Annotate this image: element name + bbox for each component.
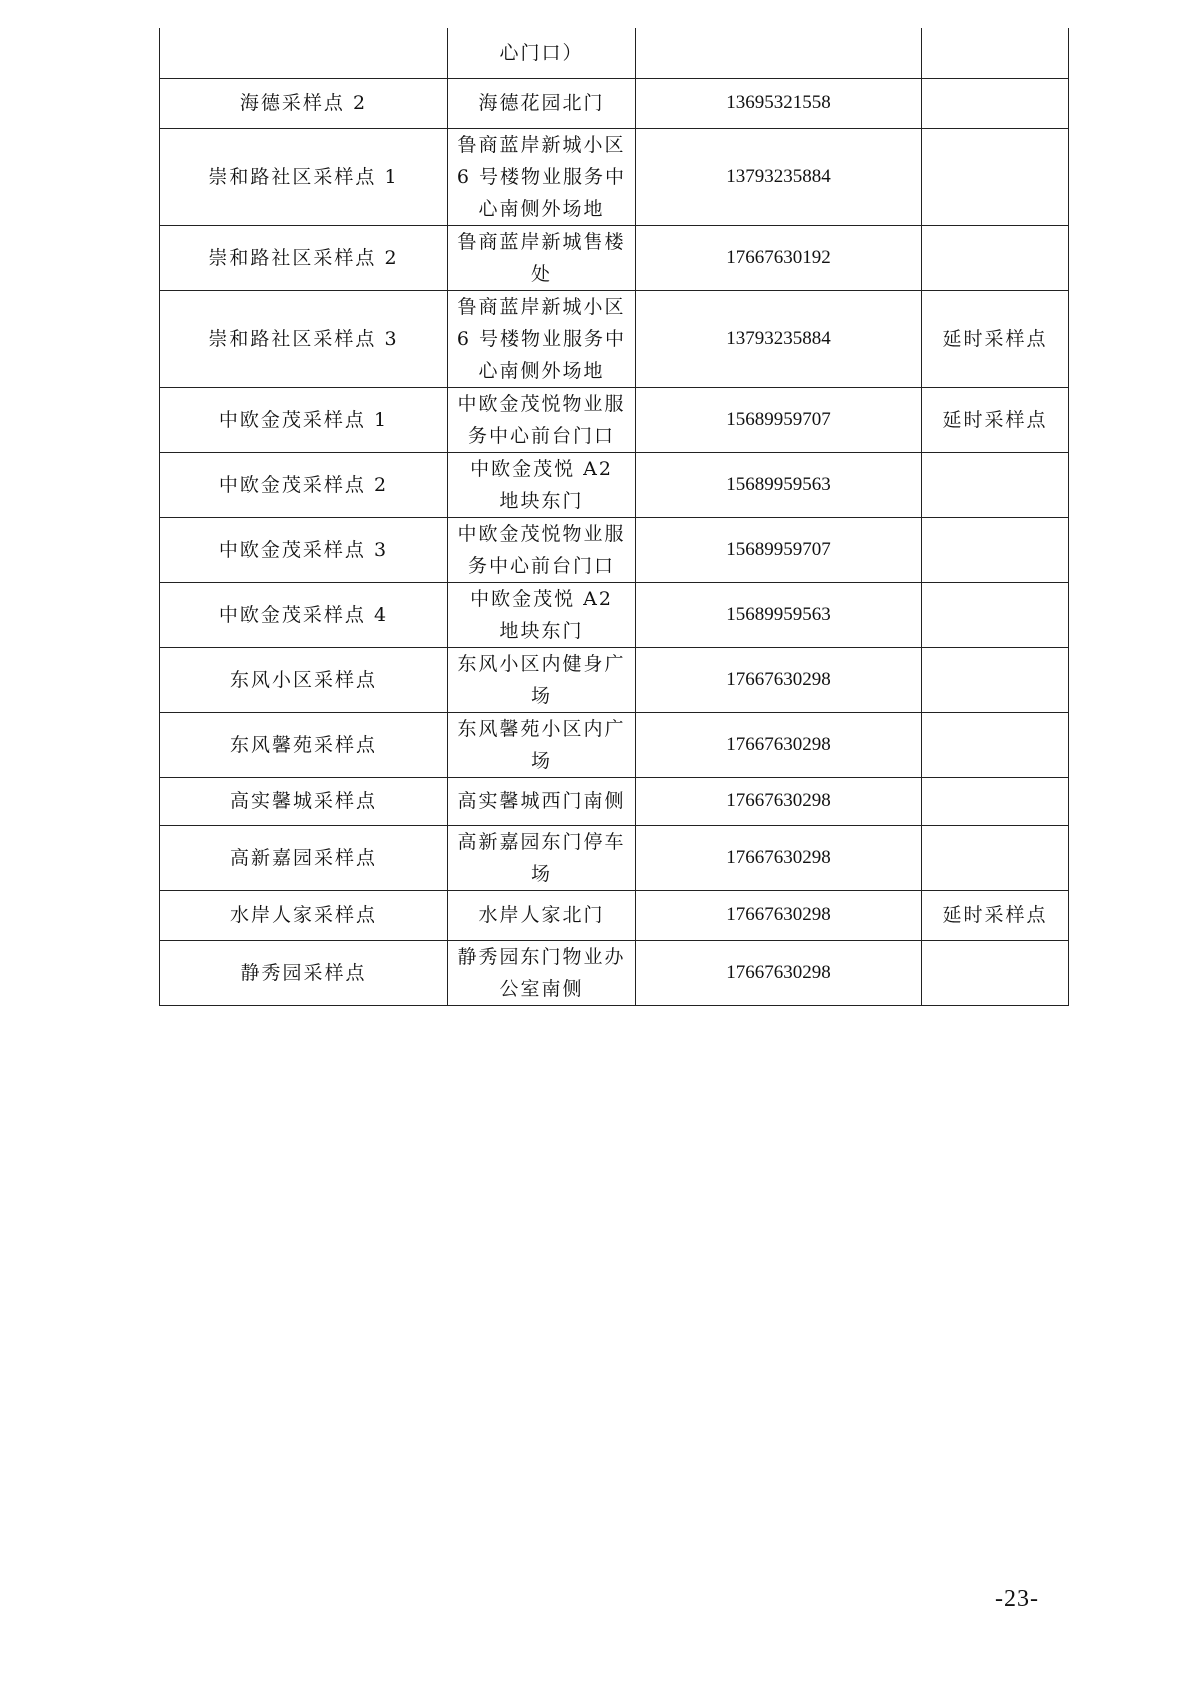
contact-phone: 17667630298 [636, 890, 922, 940]
sampling-point-name: 高实馨城采样点 [160, 777, 448, 825]
contact-phone: 17667630298 [636, 940, 922, 1005]
remark [922, 28, 1069, 78]
table-row [160, 290, 1069, 387]
sampling-points-table-container [159, 28, 1068, 1006]
remark [922, 517, 1069, 582]
contact-phone: 17667630192 [636, 225, 922, 290]
sampling-points-table [159, 28, 1069, 1006]
contact-phone: 17667630298 [636, 825, 922, 890]
sampling-point-name: 东风小区采样点 [160, 647, 448, 712]
remark [922, 777, 1069, 825]
contact-phone: 13695321558 [636, 78, 922, 128]
table-row [160, 452, 1069, 517]
table-row [160, 517, 1069, 582]
sampling-point-name: 中欧金茂采样点 2 [160, 452, 448, 517]
sampling-point-address: 中欧金茂悦物业服务中心前台门口 [448, 517, 636, 582]
table-row [160, 78, 1069, 128]
table-row [160, 128, 1069, 225]
sampling-point-address: 鲁商蓝岸新城小区 6 号楼物业服务中心南侧外场地 [448, 128, 636, 225]
sampling-point-name: 崇和路社区采样点 1 [160, 128, 448, 225]
sampling-point-address: 鲁商蓝岸新城小区 6 号楼物业服务中心南侧外场地 [448, 290, 636, 387]
contact-phone: 15689959707 [636, 517, 922, 582]
sampling-point-name: 中欧金茂采样点 4 [160, 582, 448, 647]
contact-phone: 15689959563 [636, 452, 922, 517]
sampling-point-address: 海德花园北门 [448, 78, 636, 128]
sampling-point-address: 静秀园东门物业办公室南侧 [448, 940, 636, 1005]
sampling-point-name: 中欧金茂采样点 3 [160, 517, 448, 582]
table-row [160, 387, 1069, 452]
sampling-point-address: 中欧金茂悦 A2 地块东门 [448, 452, 636, 517]
remark [922, 78, 1069, 128]
contact-phone: 15689959707 [636, 387, 922, 452]
sampling-point-name: 崇和路社区采样点 3 [160, 290, 448, 387]
table-row [160, 647, 1069, 712]
remark [922, 647, 1069, 712]
sampling-point-name: 中欧金茂采样点 1 [160, 387, 448, 452]
contact-phone [636, 28, 922, 78]
sampling-point-name: 海德采样点 2 [160, 78, 448, 128]
remark [922, 712, 1069, 777]
remark [922, 582, 1069, 647]
remark: 延时采样点 [922, 890, 1069, 940]
remark: 延时采样点 [922, 387, 1069, 452]
contact-phone: 13793235884 [636, 290, 922, 387]
table-row [160, 712, 1069, 777]
sampling-point-address: 东风小区内健身广场 [448, 647, 636, 712]
table-row [160, 225, 1069, 290]
sampling-point-name: 东风馨苑采样点 [160, 712, 448, 777]
table-row [160, 28, 1069, 78]
sampling-point-name [160, 28, 448, 78]
sampling-point-address: 水岸人家北门 [448, 890, 636, 940]
remark [922, 128, 1069, 225]
sampling-point-address: 鲁商蓝岸新城售楼处 [448, 225, 636, 290]
contact-phone: 17667630298 [636, 777, 922, 825]
page-number: -23- [995, 1586, 1039, 1612]
sampling-point-address: 高新嘉园东门停车场 [448, 825, 636, 890]
contact-phone: 13793235884 [636, 128, 922, 225]
remark [922, 452, 1069, 517]
sampling-point-name: 崇和路社区采样点 2 [160, 225, 448, 290]
sampling-point-address: 心门口） [448, 28, 636, 78]
sampling-point-name: 水岸人家采样点 [160, 890, 448, 940]
remark [922, 825, 1069, 890]
contact-phone: 17667630298 [636, 712, 922, 777]
table-row [160, 890, 1069, 940]
contact-phone: 17667630298 [636, 647, 922, 712]
table-row [160, 940, 1069, 1005]
sampling-point-address: 中欧金茂悦物业服务中心前台门口 [448, 387, 636, 452]
sampling-point-name: 高新嘉园采样点 [160, 825, 448, 890]
sampling-point-name: 静秀园采样点 [160, 940, 448, 1005]
sampling-point-address: 东风馨苑小区内广场 [448, 712, 636, 777]
table-row [160, 582, 1069, 647]
table-row [160, 777, 1069, 825]
remark [922, 225, 1069, 290]
remark: 延时采样点 [922, 290, 1069, 387]
sampling-point-address: 高实馨城西门南侧 [448, 777, 636, 825]
remark [922, 940, 1069, 1005]
sampling-point-address: 中欧金茂悦 A2 地块东门 [448, 582, 636, 647]
table-row [160, 825, 1069, 890]
contact-phone: 15689959563 [636, 582, 922, 647]
